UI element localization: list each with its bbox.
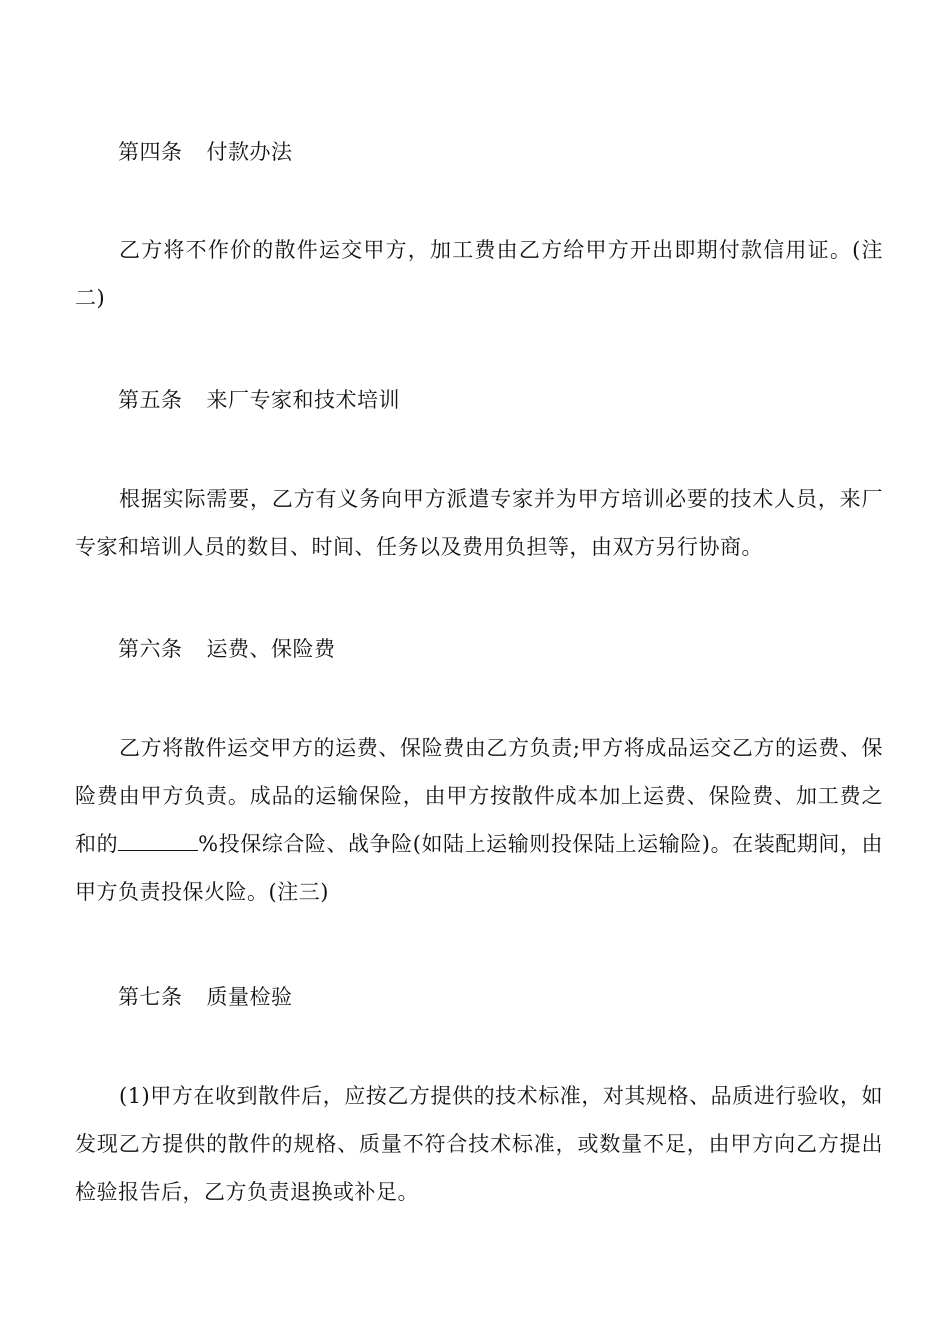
article-6-paragraph — [75, 724, 883, 916]
article-7-heading — [118, 985, 293, 1009]
article-7-title: 质量检验 — [206, 985, 293, 1009]
article-6-text-after-blank: %投保综合险、战争险(如陆上运输则投保陆上运输险)。在装配期间，由甲方负责投保火险。(注三) — [75, 832, 884, 904]
article-4-paragraph: 乙方将不作价的散件运交甲方，加工费由乙方给甲方开出即期付款信用证。(注二) — [75, 238, 883, 310]
article-6-text-before-blank: 乙方将散件运交甲方的运费、保险费由乙方负责;甲方将成品运交乙方的运费、保险费由甲方负责。成品的运输保险，由甲方按散件成本加上运费、保险费、加工费之和的 — [75, 736, 883, 856]
article-7-number: 第七条 — [118, 985, 183, 1009]
article-4-title: 付款办法 — [206, 140, 293, 164]
article-5-paragraph: 根据实际需要，乙方有义务向甲方派遣专家并为甲方培训必要的技术人员，来厂专家和培训人员的数目、时间、任务以及费用负担等，由双方另行协商。 — [75, 487, 883, 559]
article-4-heading — [118, 140, 293, 164]
article-6-heading — [118, 637, 336, 661]
article-7-paragraph: (1)甲方在收到散件后，应按乙方提供的技术标准，对其规格、品质进行验收，如发现乙方提供的散件的规格、质量不符合技术标准，或数量不足，由甲方向乙方提出检验报告后，乙方负责退换或补足。 — [75, 1084, 883, 1204]
article-5-heading — [118, 388, 400, 412]
fill-in-blank — [118, 830, 198, 851]
article-5-number: 第五条 — [118, 388, 183, 412]
article-5-title: 来厂专家和技术培训 — [206, 388, 400, 412]
article-6-number: 第六条 — [118, 637, 183, 661]
article-4-number: 第四条 — [118, 140, 183, 164]
article-6-title: 运费、保险费 — [206, 637, 336, 661]
